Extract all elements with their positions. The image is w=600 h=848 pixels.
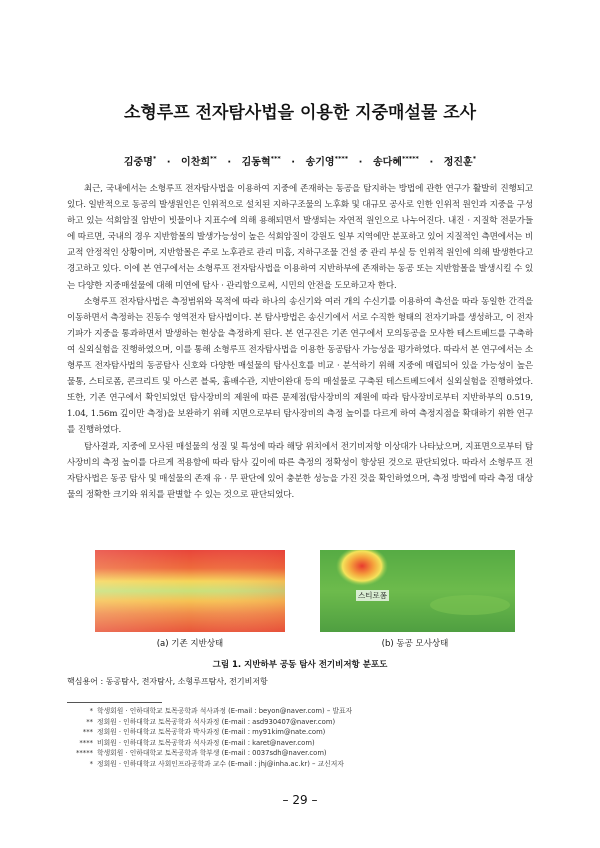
author-separator: ·	[227, 157, 232, 168]
author-separator: ·	[291, 157, 296, 168]
footnotes	[67, 706, 527, 770]
footnote	[67, 759, 527, 770]
author-name: 김동혁	[241, 157, 271, 168]
author-mark: ****	[334, 154, 349, 163]
footnote-divider	[67, 702, 162, 703]
figure-b-graphic	[320, 550, 515, 632]
footnote	[67, 727, 527, 738]
footnote-text: 학생회원 · 인하대학교 토목공학과 석사과정 (E-mail : beyon@naver.com) – 발표자	[97, 707, 353, 715]
author-separator: ·	[358, 157, 363, 168]
footnote-text: 정회원 · 인하대학교 토목공학과 박사과정 (E-mail : my91kim@nate.com)	[97, 728, 326, 737]
author-name: 송기영	[305, 157, 335, 168]
footnote-text: 정회원 · 인하대학교 토목공학과 석사과정 (E-mail : asd930407@naver.com)	[97, 717, 336, 726]
author-name: 정진훈	[443, 157, 473, 168]
figure-b-resistivity-map	[320, 550, 515, 632]
figure-b-caption: (b) 동공 모사상태	[381, 639, 449, 649]
author-mark: *****	[401, 154, 419, 163]
author-mark: *	[472, 154, 477, 163]
figure-title: 그림 1. 지반하부 공동 탐사 전기비저항 분포도	[212, 660, 388, 670]
author-separator: ·	[166, 157, 171, 168]
author-name: 이찬희	[181, 157, 211, 168]
abstract-paragraph: 소형루프 전자탐사법은 측정범위와 목적에 따라 하나의 송신기와 여러 개의 수신기를 이용하여 측선을 따라 동일한 간격을 이동하면서 측정하는 진동수 영역전자 탐사법이다. 본 탐사방법은 송신기에서 서로 수직한 형태의 전자기파를 생성하고, 이 전자기파가 지중을 통과하면서 발생하는 현상을 측정하게 된다. 본 연구진은 기존 연구에서 모의동공을 모사한 테스트베드를 구축하여 실외실험을 진행하였으며, 이를 통해 소형루프 전자탐사법을 이용한 동공탐사 가능성을 평가하였다. 따라서 본 연구에서는 소형루프 전자탐사법의 동공탐사 신호와 다양한 매설물의 탐사신호를 비교 · 분석하기 위해 지중에 매립되어 있을 가능성이 높은 물통, 스티로폼, 콘크리트 및 아스콘 블록, 흄배수관, 지반이완대 등의 매설물로 구축된 테스트베드에서 실외실험을 진행하였다. 또한, 기존 연구에서 확인되었던 탐사장비의 제원에 따른 문제점(탐사장비의 제원에 따라 탐사장비로부터 지반하부의 0.519, 1.04, 1.56m 깊이만 측정)을 보완하기 위해 지면으로부터 탐사장비의 측정 높이를 다르게 하여 측정지점을 확대하기 위한 연구를 진행하였다.	[67, 296, 533, 436]
author-mark: *	[152, 154, 157, 163]
paper-title: 소형루프 전자탐사법을 이용한 지중매설물 조사	[123, 103, 477, 123]
abstract-paragraph: 최근, 국내에서는 소형루프 전자탐사법을 이용하여 지중에 존재하는 동공을 탐지하는 방법에 관한 연구가 활발히 진행되고 있다. 일반적으로 동공의 발생원인은 인위적으로 설치된 지하구조물의 노후화 및 대규모 공사로 인한 인위적 원인과 지중을 구성하고 있는 석회암질 암반이 빗물이나 지표수에 의해 용해되면서 발생되는 자연적 원인으로 나누어진다. 내진 · 지질학 전문가들에 따르면, 국내의 경우 지반함몰의 발생가능성이 높은 석회암질이 강원도 일부 지역에만 분포하고 있어 지질적인 측면에서는 비교적 안정적인 상황이며, 지반함몰은 주로 노후관로 관리 미흡, 지하구조물 건설 중 관리 부실 등 인위적 원인에 의해 발생한다고 경고하고 있다. 이에 본 연구에서는 소형루프 전자탐사법을 이용하여 지반하부에 존재하는 동공 또는 지반함몰을 발생시킬 수 있는 다양한 지중매설물에 대해 미연에 탐사 · 관리함으로써, 시민의 안전을 도모하고자 한다.	[67, 184, 533, 291]
footnote-mark: **	[86, 717, 93, 726]
author-mark: ***	[270, 154, 281, 163]
footnote	[67, 706, 527, 717]
footnote-mark: *	[89, 759, 93, 768]
figure-a-caption: (a) 기존 지반상태	[156, 639, 224, 649]
footnote	[67, 738, 527, 749]
lateral-shading	[95, 550, 285, 632]
author-separator: ·	[429, 157, 434, 168]
footnote-text: 학생회원 · 인하대학교 토목공학과 학부생 (E-mail : 0037sdh@naver.com)	[97, 749, 327, 758]
author-list	[0, 153, 600, 168]
footnote	[67, 748, 527, 759]
figure-a-resistivity-map	[95, 550, 285, 632]
footnote-mark: ****	[79, 738, 93, 747]
author-mark: **	[210, 154, 217, 163]
author-name: 송다혜	[372, 157, 402, 168]
keywords: 핵심용어 : 동공탐사, 전자탐사, 소형루프탐사, 전기비저항	[67, 677, 268, 686]
footnote-mark: ***	[82, 728, 93, 737]
footnote-mark: *	[89, 707, 93, 715]
abstract-body	[67, 181, 533, 503]
footnote-text: 비회원 · 인하대학교 토목공학과 석사과정 (E-mail : karet@naver.com)	[97, 738, 315, 747]
author-name: 김중명	[123, 157, 153, 168]
footnote-text: 정회원 · 인하대학교 사회인프라공학과 교수 (E-mail : jhj@inha.ac.kr) – 교신저자	[97, 759, 344, 768]
footnote	[67, 717, 527, 728]
page-number: – 29 –	[282, 793, 318, 807]
figure-a-graphic	[95, 550, 285, 632]
abstract-paragraph: 탐사결과, 지중에 모사된 매설물의 성질 및 특성에 따라 해당 위치에서 전기비저항 이상대가 나타났으며, 지표면으로부터 탐사장비의 측정 높이를 다르게 적용함에 따라 탐사 깊이에 따른 측정의 정확성이 향상된 것으로 판단되었다. 따라서 소형루프 전자탐사법은 동공 탐사 및 매설물의 존재 유 · 무 판단에 있어 충분한 성능을 가진 것을 확인하였으며, 측정 방법에 따라 측정 대상물의 정확한 크기와 위치를 판별할 수 있는 것으로 판단되었다.	[67, 441, 533, 500]
figure-b-label: 스티로폼	[358, 591, 387, 600]
minor-zone	[430, 595, 510, 615]
footnote-mark: *****	[76, 749, 93, 758]
